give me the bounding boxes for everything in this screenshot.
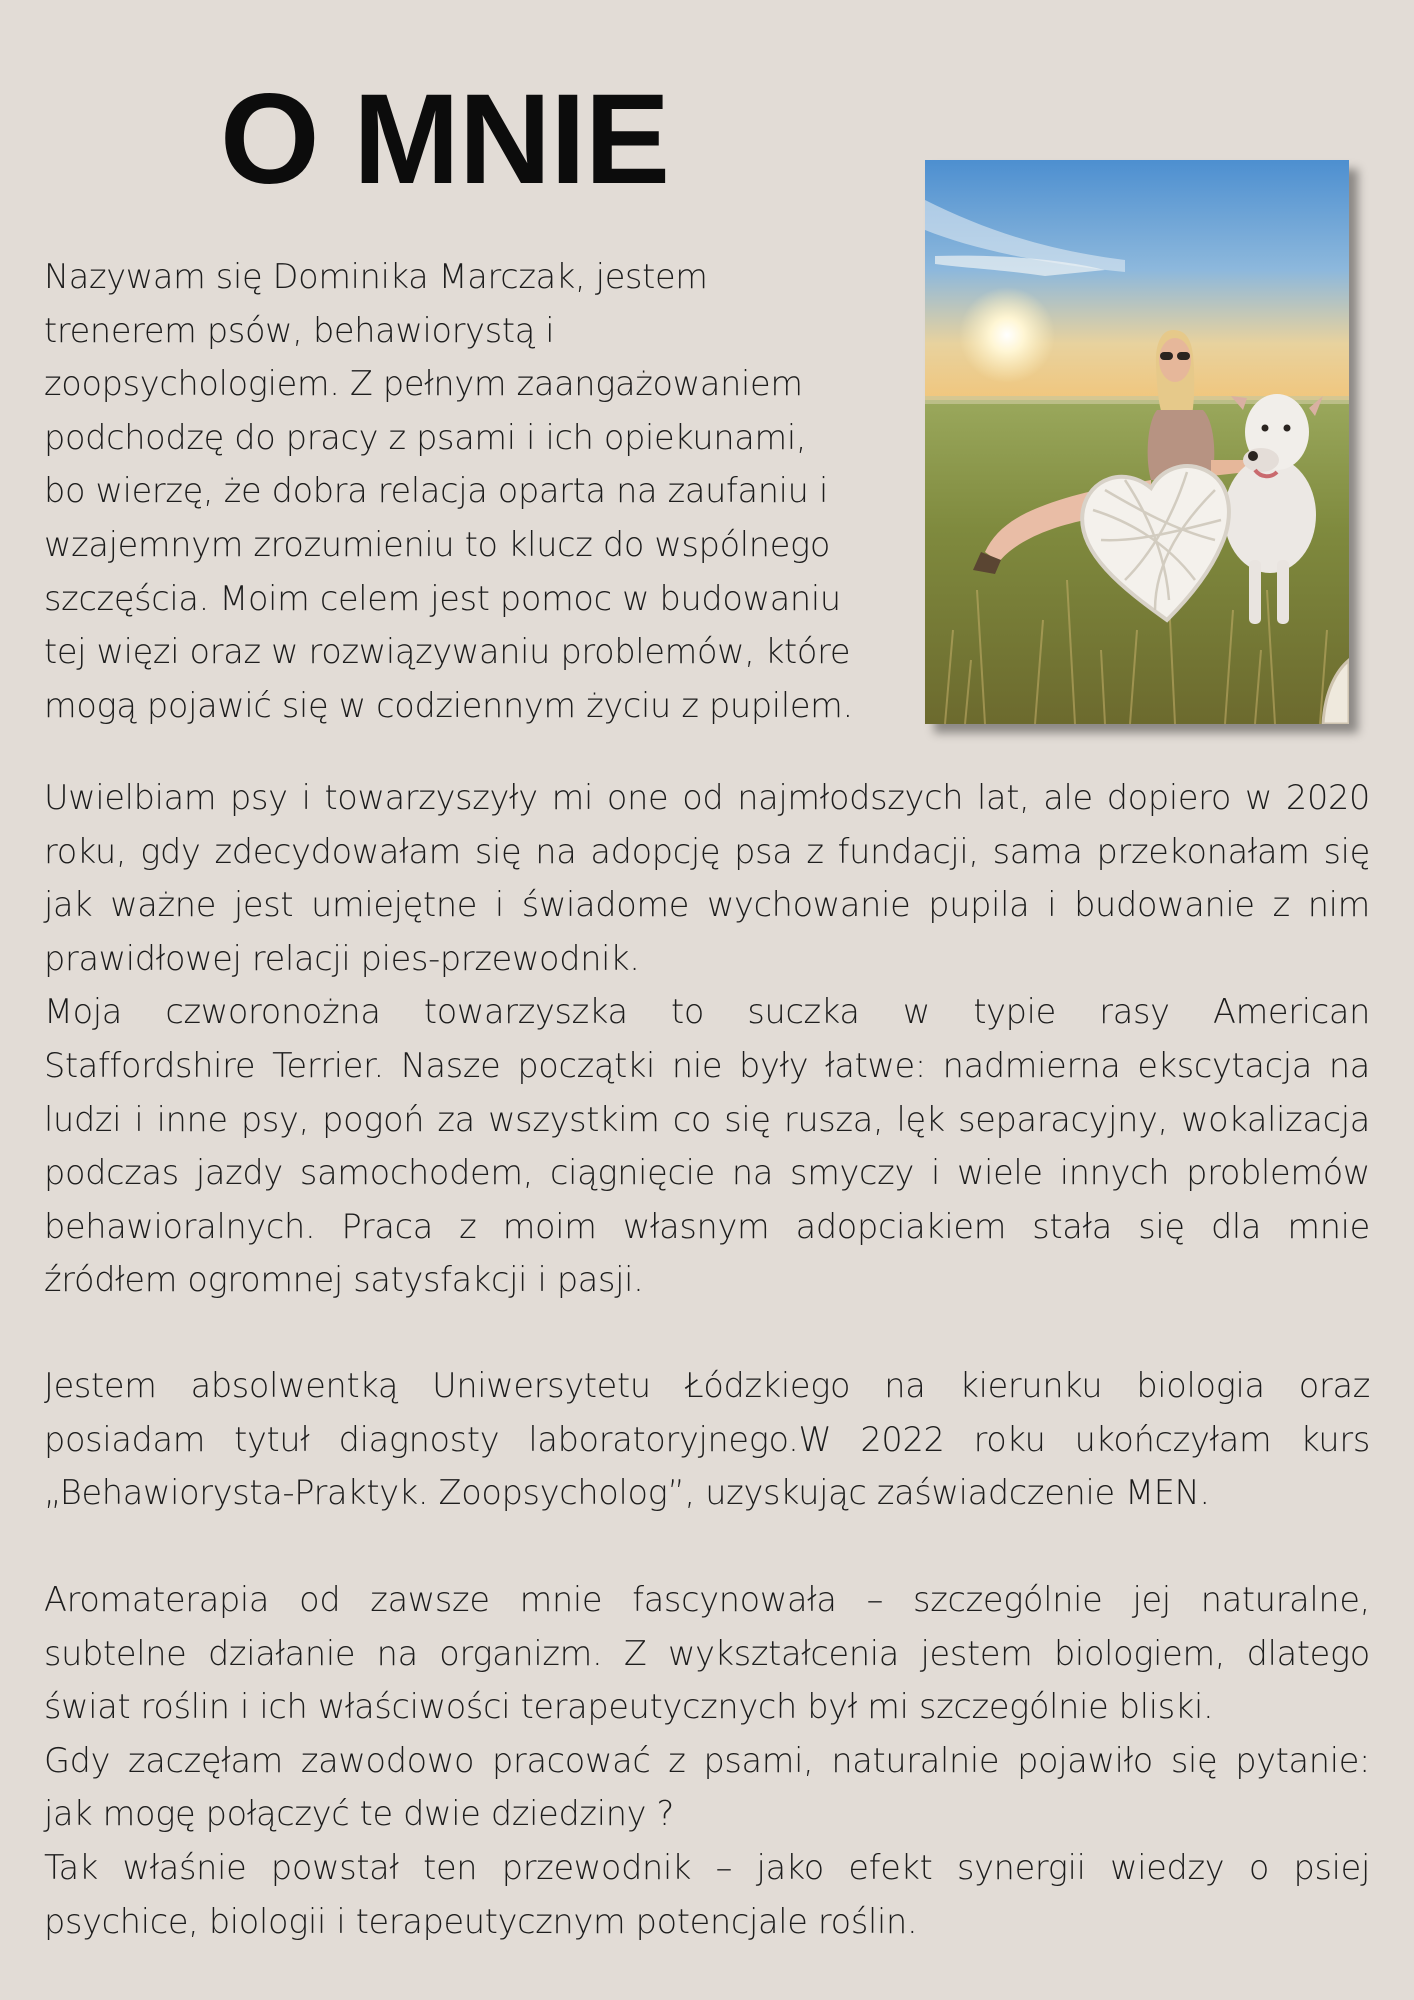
intro-paragraph [44,250,874,732]
paragraph-line: podczas jazdy samochodem, ciągnięcie na smyczy i wiele innych problemów [44,1153,1370,1193]
paragraph-line: psychice, biologii i terapeutycznym potencjale roślin. [44,1901,918,1941]
paragraph-line: roku, gdy zdecydowałam się na adopcję psa z fundacji, sama przekonałam się [44,831,1370,871]
page-title: O MNIE [220,68,670,211]
paragraph-line: świat roślin i ich właściwości terapeutycznych był mi szczególnie bliski. [44,1687,1214,1727]
paragraph-line: Uwielbiam psy i towarzyszyły mi one od najmłodszych lat, ale dopiero w 2020 [44,778,1370,817]
paragraph-line: Tak właśnie powstał ten przewodnik – jako efekt synergii wiedzy o psiej [44,1847,1370,1887]
paragraph-dogs [44,771,1370,1307]
paragraph-line: jak ważne jest umiejętne i świadome wychowanie pupila i budowanie z nim [44,885,1370,925]
paragraph-line: posiadam tytuł diagnosty laboratoryjnego.W 2022 roku ukończyłam kurs [44,1419,1370,1459]
paragraph-line: behawioralnych. Praca z moim własnym adopciakiem stała się dla mnie [44,1206,1370,1246]
paragraph-line: Jestem absolwentką Uniwersytetu Łódzkiego na kierunku biologia oraz [44,1366,1370,1405]
intro-line: mogą pojawić się w codziennym życiu z pupilem. [44,685,853,725]
intro-line: zoopsychologiem. Z pełnym zaangażowaniem [44,364,803,404]
paragraph-line: Staffordshire Terrier. Nasze początki nie były łatwe: nadmierna ekscytacja na [44,1045,1370,1085]
intro-line: tej więzi oraz w rozwiązywaniu problemów, które [44,632,851,672]
paragraph-line: źródłem ogromnej satysfakcji i pasji. [44,1260,644,1300]
paragraph-line: prawidłowej relacji pies-przewodnik. [44,938,640,978]
paragraph-line: jak mogę połączyć te dwie dziedziny ? [44,1794,675,1834]
author-photo [925,160,1349,724]
paragraph-education [44,1359,1370,1520]
paragraph-line: Aromaterapia od zawsze mnie fascynowała – szczególnie jej naturalne, [44,1580,1370,1619]
intro-line: wzajemnym zrozumieniu to klucz do wspólnego [44,524,831,564]
intro-line: bo wierzę, że dobra relacja oparta na zaufaniu i [44,471,828,511]
paragraph-aromatherapy [44,1573,1370,1948]
paragraph-line: ludzi i inne psy, pogoń za wszystkim co się rusza, lęk separacyjny, wokalizacja [44,1099,1370,1139]
intro-line: trenerem psów, behawiorystą i [44,310,555,350]
intro-line: podchodzę do pracy z psami i ich opiekunami, [44,417,807,457]
intro-line: szczęścia. Moim celem jest pomoc w budowaniu [44,578,841,618]
paragraph-line: subtelne działanie na organizm. Z wykształcenia jestem biologiem, dlatego [44,1633,1370,1673]
paragraph-line: „Behawiorysta-Praktyk. Zoopsycholog”, uzyskując zaświadczenie MEN. [44,1473,1210,1513]
paragraph-line: Moja czworonożna towarzyszka to suczka w typie rasy American [44,992,1370,1032]
intro-line: Nazywam się Dominika Marczak, jestem [44,257,708,296]
paragraph-line: Gdy zaczęłam zawodowo pracować z psami, naturalnie pojawiło się pytanie: [44,1740,1370,1780]
